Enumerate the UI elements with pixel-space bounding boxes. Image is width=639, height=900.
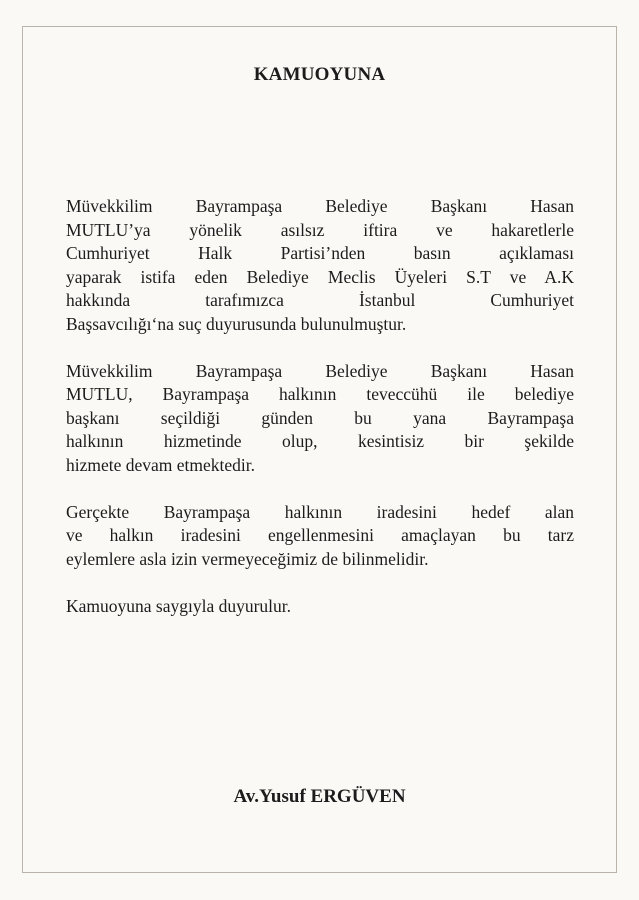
document-title: KAMUOYUNA (253, 64, 386, 85)
paragraph-warning (66, 501, 574, 572)
text-line: Gerçekte Bayrampaşa halkının iradesini hedef alan (66, 501, 574, 522)
text-line: ve halkın iradesini engellenmesini amaçlayan bu tarz (66, 525, 574, 545)
paragraph-service (66, 360, 574, 478)
text-line: eylemlere asla izin vermeyeceğimiz de bilinmelidir. (66, 548, 429, 569)
text-line: hakkında tarafımızca İstanbul Cumhuriyet (66, 290, 574, 310)
text-line: halkının hizmetinde olup, kesintisiz bir şekilde (66, 431, 574, 451)
text-line: başkanı seçildiği günden bu yana Bayrampaşa (66, 407, 574, 428)
text-line: Cumhuriyet Halk Partisi’nden basın açıklaması (66, 243, 574, 263)
text-line: Müvekkilim Bayrampaşa Belediye Başkanı Hasan (66, 360, 574, 381)
text-line: Kamuoyuna saygıyla duyurulur. (66, 595, 292, 616)
paragraph-complaint (66, 195, 574, 336)
text-line: hizmete devam etmektedir. (66, 454, 256, 475)
text-line: yaparak istifa eden Belediye Meclis Üyeleri S.T ve A.K (66, 266, 574, 287)
text-line: MUTLU’ya yönelik asılsız iftira ve hakaretlerle (66, 219, 574, 240)
text-line: Başsavcılığı‘na suç duyurusunda bulunulmuştur. (66, 313, 407, 334)
signature: Av.Yusuf ERGÜVEN (233, 786, 406, 807)
paragraph-closing (66, 595, 574, 619)
document-body (66, 195, 574, 642)
text-line: MUTLU, Bayrampaşa halkının teveccühü ile belediye (66, 384, 574, 404)
text-line: Müvekkilim Bayrampaşa Belediye Başkanı Hasan (66, 196, 574, 216)
